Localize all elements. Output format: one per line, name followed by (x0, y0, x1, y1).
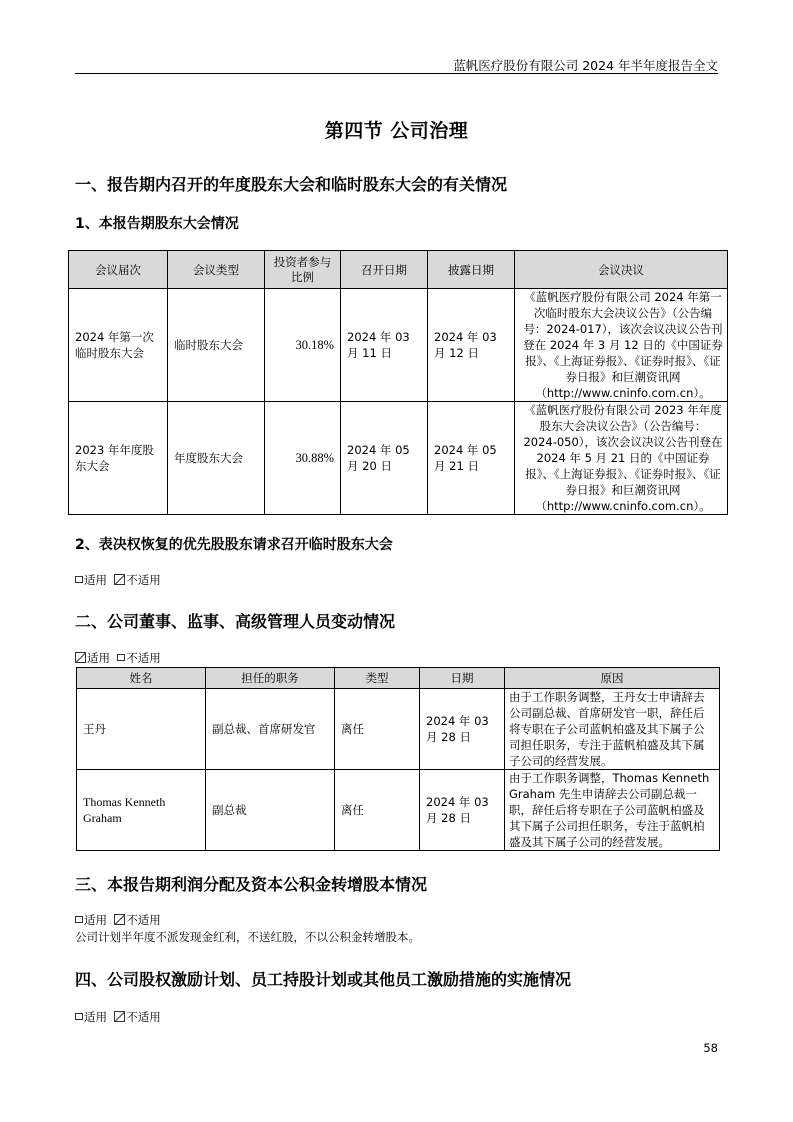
meeting-type: 临时股东大会 (168, 289, 265, 402)
disclosure-date: 2024 年 05 月 21 日 (428, 402, 515, 515)
meeting-session: 2024 年第一次临时股东大会 (69, 289, 168, 402)
column-header: 召开日期 (341, 251, 428, 289)
column-header: 类型 (335, 668, 420, 689)
section-4-heading: 四、公司股权激励计划、员工持股计划或其他员工激励措施的实施情况 (75, 970, 572, 989)
checked-box-icon (114, 914, 125, 925)
column-header: 会议类型 (168, 251, 265, 289)
unchecked-box-icon (117, 654, 125, 661)
checked-box-icon (75, 652, 86, 663)
not-applicable-label: 不适用 (126, 913, 161, 927)
column-header: 投资者参与 比例 (265, 251, 341, 289)
unchecked-box-icon (75, 916, 83, 923)
investor-ratio: 30.18% (265, 289, 341, 402)
column-header: 会议决议 (515, 251, 728, 289)
person-name: 王丹 (77, 689, 206, 770)
change-reason: 由于工作职务调整，Thomas Kenneth Graham 先生申请辞去公司副总裁一职，辞任后将专职在子公司蓝帆柏盛及其下属子公司担任职务，专注于蓝帆柏盛及其下属子公司的经营发展。 (505, 770, 720, 851)
table-row (69, 402, 728, 515)
table-row (77, 689, 720, 770)
subsection-1-heading: 1、本报告期股东大会情况 (75, 216, 239, 232)
change-date: 2024 年 03 月 28 日 (420, 689, 505, 770)
table-row (77, 770, 720, 851)
shareholder-meetings-table (68, 250, 728, 515)
applicability-options (75, 650, 161, 666)
investor-ratio: 30.88% (265, 402, 341, 515)
page-number: 58 (703, 1041, 718, 1055)
table-header-row (77, 668, 720, 689)
person-position: 副总裁、首席研发官 (206, 689, 335, 770)
chapter-title: 第四节 公司治理 (324, 120, 469, 142)
table-header-row (69, 251, 728, 289)
not-applicable-label: 不适用 (126, 651, 161, 665)
checked-box-icon (114, 1011, 125, 1022)
change-type: 离任 (335, 770, 420, 851)
meeting-session: 2023 年年度股东大会 (69, 402, 168, 515)
unchecked-box-icon (75, 576, 83, 583)
report-header-title: 蓝帆医疗股份有限公司 2024 年半年度报告全文 (453, 58, 718, 73)
checked-box-icon (114, 574, 125, 585)
held-date: 2024 年 03 月 11 日 (341, 289, 428, 402)
applicability-options (75, 1009, 161, 1025)
change-reason: 由于工作职务调整，王丹女士申请辞去公司副总裁、首席研发官一职，辞任后将专职在子公司蓝帆柏盛及其下属子公司担任职务，专注于蓝帆柏盛及其下属子公司的经营发展。 (505, 689, 720, 770)
column-header: 披露日期 (428, 251, 515, 289)
change-type: 离任 (335, 689, 420, 770)
meeting-resolution: 《蓝帆医疗股份有限公司 2023 年年度股东大会决议公告》（公告编号：2024-050），该次会议决议公告刊登在 2024 年 5 月 21 日的《中国证券报》、《上海证券报》、《证券时报》、《证券日报》和巨潮资讯网（http://www.cninfo.com.cn）。 (515, 402, 728, 515)
held-date: 2024 年 05 月 20 日 (341, 402, 428, 515)
unchecked-box-icon (75, 1013, 83, 1020)
applicable-label: 适用 (84, 913, 107, 927)
disclosure-date: 2024 年 03 月 12 日 (428, 289, 515, 402)
personnel-changes-table (76, 667, 720, 851)
section-2-heading: 二、公司董事、监事、高级管理人员变动情况 (75, 612, 396, 631)
column-header: 日期 (420, 668, 505, 689)
meeting-resolution: 《蓝帆医疗股份有限公司 2024 年第一次临时股东大会决议公告》（公告编号：2024-017），该次会议决议公告刊登在 2024 年 3 月 12 日的《中国证券报》、《上海证券报》、《证券时报》、《证券日报》和巨潮资讯网（http://www.cninfo.com.cn）。 (515, 289, 728, 402)
meeting-type: 年度股东大会 (168, 402, 265, 515)
dividend-note: 公司计划半年度不派发现金红利，不送红股，不以公积金转增股本。 (75, 930, 420, 944)
table-row (69, 289, 728, 402)
person-position: 副总裁 (206, 770, 335, 851)
column-header: 原因 (505, 668, 720, 689)
column-header: 会议届次 (69, 251, 168, 289)
not-applicable-label: 不适用 (126, 573, 161, 587)
applicability-options (75, 912, 161, 928)
section-3-heading: 三、本报告期利润分配及资本公积金转增股本情况 (75, 875, 428, 894)
applicability-options (75, 572, 161, 588)
change-date: 2024 年 03 月 28 日 (420, 770, 505, 851)
section-1-heading: 一、报告期内召开的年度股东大会和临时股东大会的有关情况 (75, 175, 508, 194)
applicable-label: 适用 (84, 1010, 107, 1024)
column-header: 担任的职务 (206, 668, 335, 689)
not-applicable-label: 不适用 (126, 1010, 161, 1024)
applicable-label: 适用 (84, 573, 107, 587)
column-header: 姓名 (77, 668, 206, 689)
subsection-2-heading: 2、表决权恢复的优先股股东请求召开临时股东大会 (75, 537, 393, 553)
person-name: Thomas Kenneth Graham (77, 770, 206, 851)
header-divider (75, 73, 718, 74)
applicable-label: 适用 (87, 651, 110, 665)
